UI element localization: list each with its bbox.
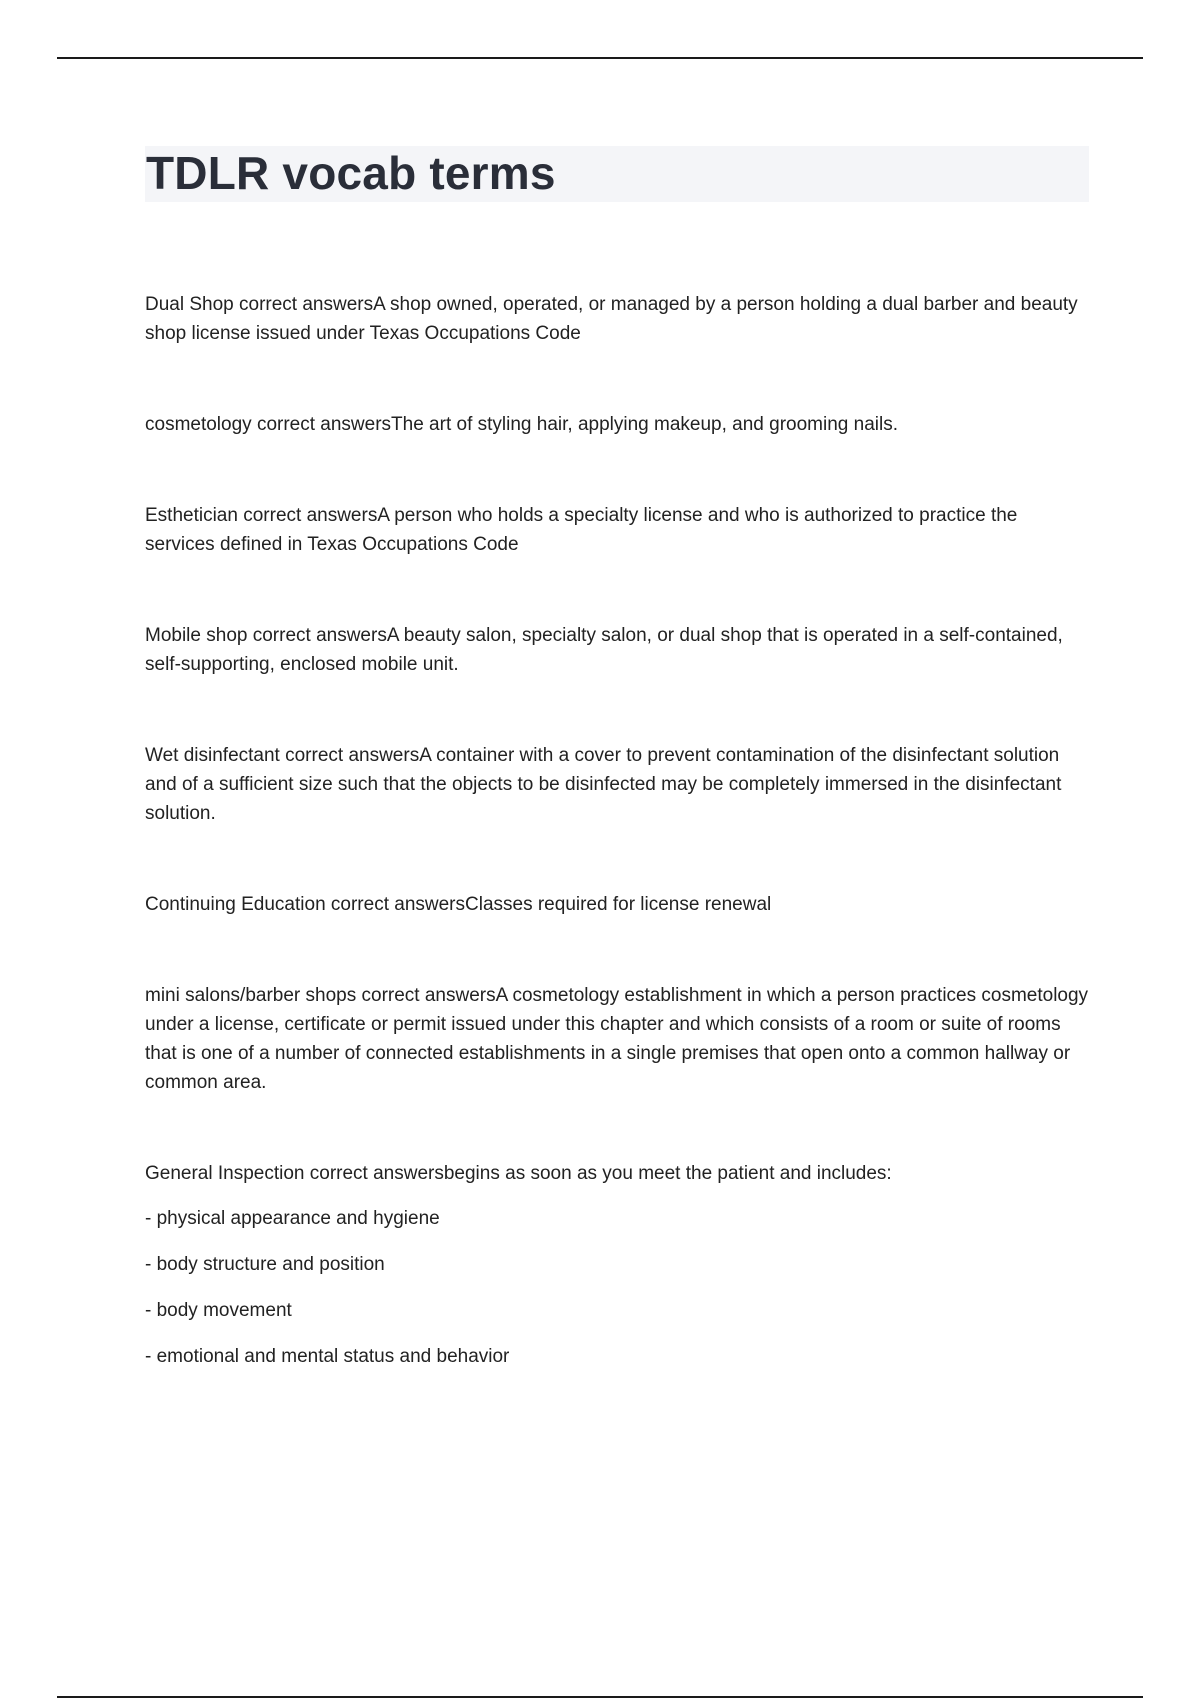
document-body <box>145 290 1089 1433</box>
vocab-entry-text: Continuing Education correct answersClasses required for license renewal <box>145 894 772 915</box>
inspection-list-item: - emotional and mental status and behavior <box>145 1346 510 1367</box>
vocab-entry <box>145 890 1089 919</box>
inspection-list-item: - body structure and position <box>145 1254 385 1275</box>
vocab-entry-text: General Inspection correct answersbegins as soon as you meet the patient and includes: <box>145 1163 892 1184</box>
vocab-entry-text: cosmetology correct answersThe art of styling hair, applying makeup, and grooming nails. <box>145 414 898 435</box>
inspection-list-item: - physical appearance and hygiene <box>145 1208 440 1229</box>
vocab-entry <box>145 981 1089 1097</box>
vocab-entry-text: Esthetician correct answersA person who holds a specialty license and who is authorized to practice the services defined in Texas Occupations Code <box>145 505 1018 555</box>
vocab-entry-text: mini salons/barber shops correct answersA cosmetology establishment in which a person practices cosmetology under a license, certificate or permit issued under this chapter and which consists of a room or suite of rooms that is one of a number of connected establishments in a single premises that open onto a common hallway or common area. <box>145 985 1089 1093</box>
vocab-entry <box>145 1159 1089 1371</box>
vocab-entry <box>145 410 1089 439</box>
footer-rule <box>57 1696 1143 1698</box>
vocab-entry <box>145 741 1089 828</box>
vocab-entry-text: Dual Shop correct answersA shop owned, operated, or managed by a person holding a dual barber and beauty shop license issued under Texas Occupations Code <box>145 294 1078 344</box>
vocab-entry-text: Wet disinfectant correct answersA container with a cover to prevent contamination of the disinfectant solution and of a sufficient size such that the objects to be disinfected may be completely immersed in the disinfectant solution. <box>145 745 1062 824</box>
page-title: TDLR vocab terms <box>146 147 556 199</box>
vocab-entry-text: Mobile shop correct answersA beauty salon, specialty salon, or dual shop that is operated in a self-contained, self-supporting, enclosed mobile unit. <box>145 625 1063 675</box>
vocab-entry <box>145 501 1089 559</box>
inspection-list <box>145 1204 1089 1371</box>
header-rule <box>57 57 1143 59</box>
vocab-entry <box>145 621 1089 679</box>
vocab-entry <box>145 290 1089 348</box>
inspection-list-item: - body movement <box>145 1300 292 1321</box>
